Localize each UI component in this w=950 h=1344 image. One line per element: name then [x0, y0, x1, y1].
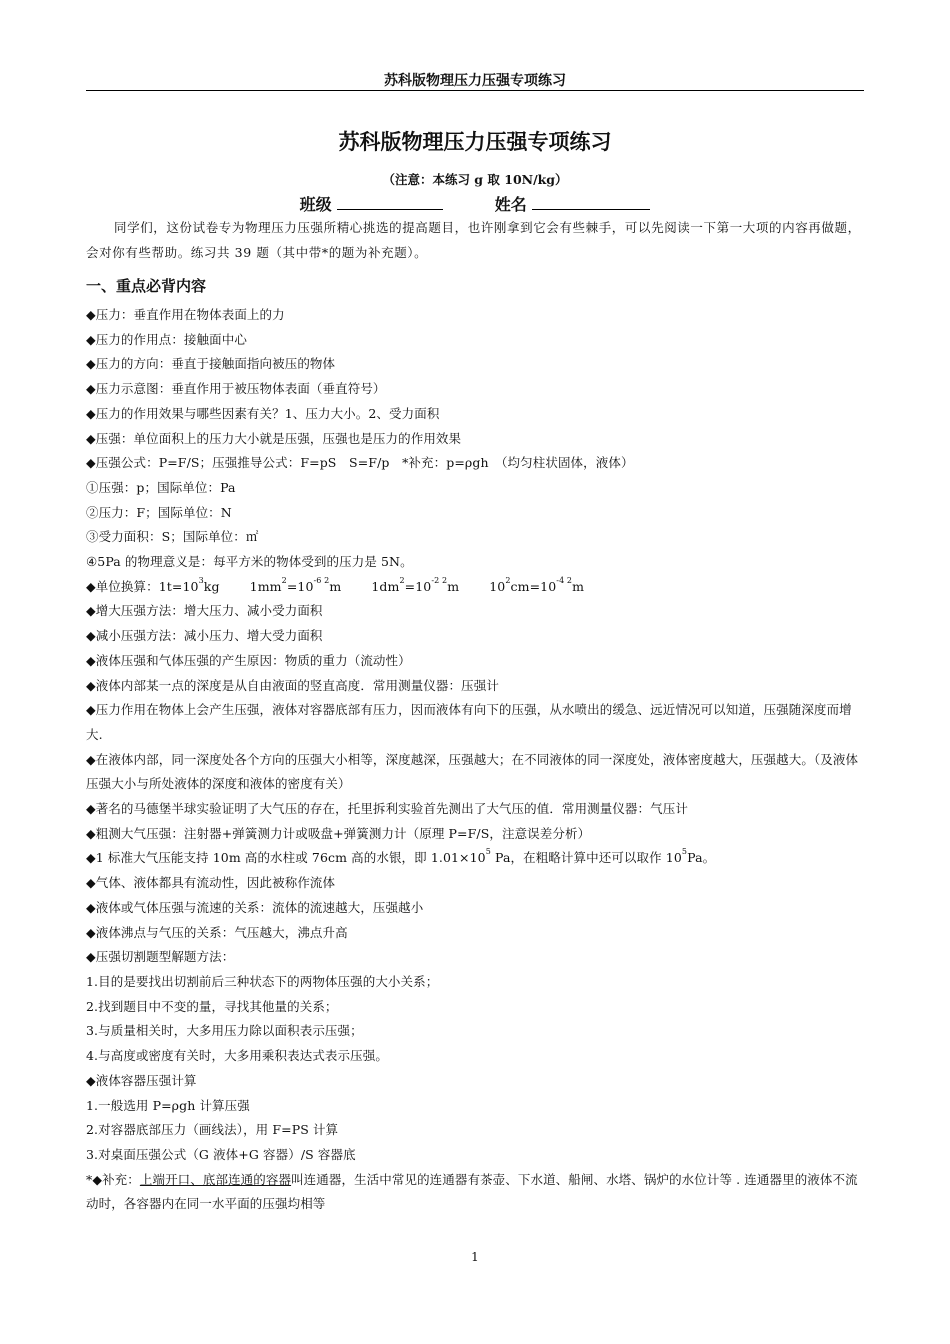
unit-b-mid: =10: [286, 578, 314, 594]
unit-b-tail: m: [329, 578, 342, 594]
list-item: ◆粗测大气压强：注射器+弹簧测力计或吸盘+弹簧测力计（原理 P=F/S，注意误差分析）: [86, 825, 591, 841]
supplement-prefix: *◆补充：: [86, 1171, 140, 1187]
unit-c-mid: =10: [404, 578, 432, 594]
list-item: ◆液体或气体压强与流速的关系：流体的流速越大，压强越小: [86, 899, 424, 915]
class-label: 班级: [299, 195, 332, 214]
intro-paragraph: 同学们，这份试卷专为物理压力压强所精心挑选的提高题目，也许刚拿到它会有些棘手，可以先阅读一下第一大项的内容再做题，会对你有些帮助。练习共 39 题（其中带*的题为补充题）。: [86, 220, 861, 260]
list-item: ③受力面积：S；国际单位：㎡: [86, 529, 259, 545]
name-label: 姓名: [494, 195, 527, 214]
unit-d-mid: cm=10: [510, 578, 557, 594]
unit-conversion-line: [86, 575, 864, 600]
unit-b-exp2: -6 2: [313, 575, 330, 585]
atm-exp1: 5: [485, 847, 491, 857]
list-item: ◆压力：垂直作用在物体表面上的力: [86, 307, 285, 322]
unit-a-base: 1t=10: [158, 578, 199, 594]
list-item: ◆压力的作用点：接触面中心: [86, 331, 247, 347]
supplement-rest: 叫连通器，生活中常见的连通器有茶壶、下水道、船闸、水塔、锅炉的水位计等 . 连通器里的液体不流动时，各容器内在同一水平面的压强均相等: [86, 1171, 858, 1212]
list-item: ◆压力示意图：垂直作用于被压物体表面（垂直符号）: [86, 381, 386, 397]
unit-d-exp1: 2: [505, 575, 511, 585]
atmospheric-pressure-line: [86, 846, 864, 871]
list-item: ④5Pa 的物理意义是：每平方米的物体受到的压力是 5N。: [86, 554, 413, 570]
list-item: ◆压强：单位面积上的压力大小就是压强，压强也是压力的作用效果: [86, 430, 462, 446]
list-item: ◆液体内部某一点的深度是从自由液面的竖直高度．常用测量仪器：压强计: [86, 677, 499, 693]
list-item: ◆在液体内部，同一深度处各个方向的压强大小相等，深度越深，压强越大；在不同液体的同一深度处，液体密度越大，压强越大。（及液体压强大小与所处液体的深度和液体的密度有关）: [86, 751, 859, 792]
unit-b-base: 1mm: [249, 578, 282, 594]
list-item: ◆压强切割题型解题方法：: [86, 949, 235, 965]
key-points-list: [86, 303, 864, 1217]
list-item: ◆液体容器压强计算: [86, 1072, 197, 1088]
exam-note: （注意：本练习 g 取 10N/kg）: [382, 172, 568, 187]
unit-prefix: ◆单位换算：: [86, 578, 159, 594]
list-item: 1.一般选用 P=ρgh 计算压强: [86, 1097, 250, 1113]
list-item: ◆压力作用在物体上会产生压强，液体对容器底部有压力，因而液体有向下的压强，从水喷出的缓急、远近情况可以知道，压强随深度而增大.: [86, 702, 852, 742]
list-item: 2.对容器底部压力（画线法），用 F=PS 计算: [86, 1122, 339, 1138]
unit-c-tail: m: [447, 578, 460, 594]
student-info-fields: [86, 192, 864, 215]
list-item: ◆压强公式：P=F/S；压强推导公式：F=pS S=F/p *补充：p=ρgh （均匀柱状固体，液体）: [86, 455, 634, 471]
atm-exp2: 5: [681, 847, 688, 857]
list-item: 2.找到题目中不变的量，寻找其他量的关系；: [86, 998, 338, 1014]
list-item: ◆液体沸点与气压的关系：气压越大，沸点升高: [86, 924, 348, 940]
list-item: ◆增大压强方法：增大压力、减小受力面积: [86, 603, 323, 619]
class-blank[interactable]: [337, 195, 443, 210]
running-header: 苏科版物理压力压强专项练习: [384, 73, 566, 89]
section-heading: 一、重点必背内容: [86, 277, 207, 295]
page-number: 1: [471, 1250, 479, 1264]
unit-c-base: 1dm: [371, 578, 400, 594]
list-item: ◆气体、液体都具有流动性，因此被称作流体: [86, 875, 336, 891]
atm-text-a: ◆1 标准大气压能支持 10m 高的水柱或 76cm 高的水银，即 1.01×10: [86, 850, 486, 866]
list-item: ◆压力的方向：垂直于接触面指向被压的物体: [86, 356, 336, 372]
list-item: ②压力：F；国际单位：N: [86, 504, 232, 520]
name-blank[interactable]: [532, 195, 650, 210]
supplement-underlined: 上端开口、底部连通的容器: [139, 1171, 292, 1187]
page-title: 苏科版物理压力压强专项练习: [338, 130, 612, 154]
list-item: ◆著名的马德堡半球实验证明了大气压的存在，托里拆利实验首先测出了大气压的值．常用测量仪器：气压计: [86, 801, 688, 817]
unit-a-tail: kg: [203, 578, 220, 594]
list-item: 3.与质量相关时，大多用压力除以面积表示压强；: [86, 1023, 363, 1039]
list-item: 4.与高度或密度有关时，大多用乘积表达式表示压强。: [86, 1048, 388, 1064]
header-rule: [86, 90, 864, 91]
supplement-paragraph: [86, 1168, 864, 1217]
unit-d-exp2: -4 2: [556, 575, 573, 585]
list-item: ◆液体压强和气体压强的产生原因：物质的重力（流动性）: [86, 652, 411, 668]
list-item: ①压强：p；国际单位：Pa: [86, 479, 236, 495]
list-item: 1.目的是要找出切割前后三种状态下的两物体压强的大小关系；: [86, 973, 439, 989]
list-item: ◆减小压强方法：减小压力、增大受力面积: [86, 628, 323, 644]
unit-c-exp2: -2 2: [431, 575, 448, 585]
unit-b-exp1: 2: [281, 575, 287, 585]
unit-d-base: 10: [489, 578, 506, 594]
list-item: 3.对桌面压强公式（G 液体+G 容器）/S 容器底: [86, 1146, 356, 1162]
unit-c-exp1: 2: [399, 575, 405, 585]
atm-text-c: Pa。: [687, 850, 716, 866]
atm-text-b: Pa，在粗略计算中还可以取作 10: [490, 850, 682, 866]
unit-d-tail: m: [572, 578, 585, 594]
list-item: ◆压力的作用效果与哪些因素有关？1、压力大小。2、受力面积: [86, 405, 440, 421]
unit-a-exp: 3: [198, 575, 204, 585]
